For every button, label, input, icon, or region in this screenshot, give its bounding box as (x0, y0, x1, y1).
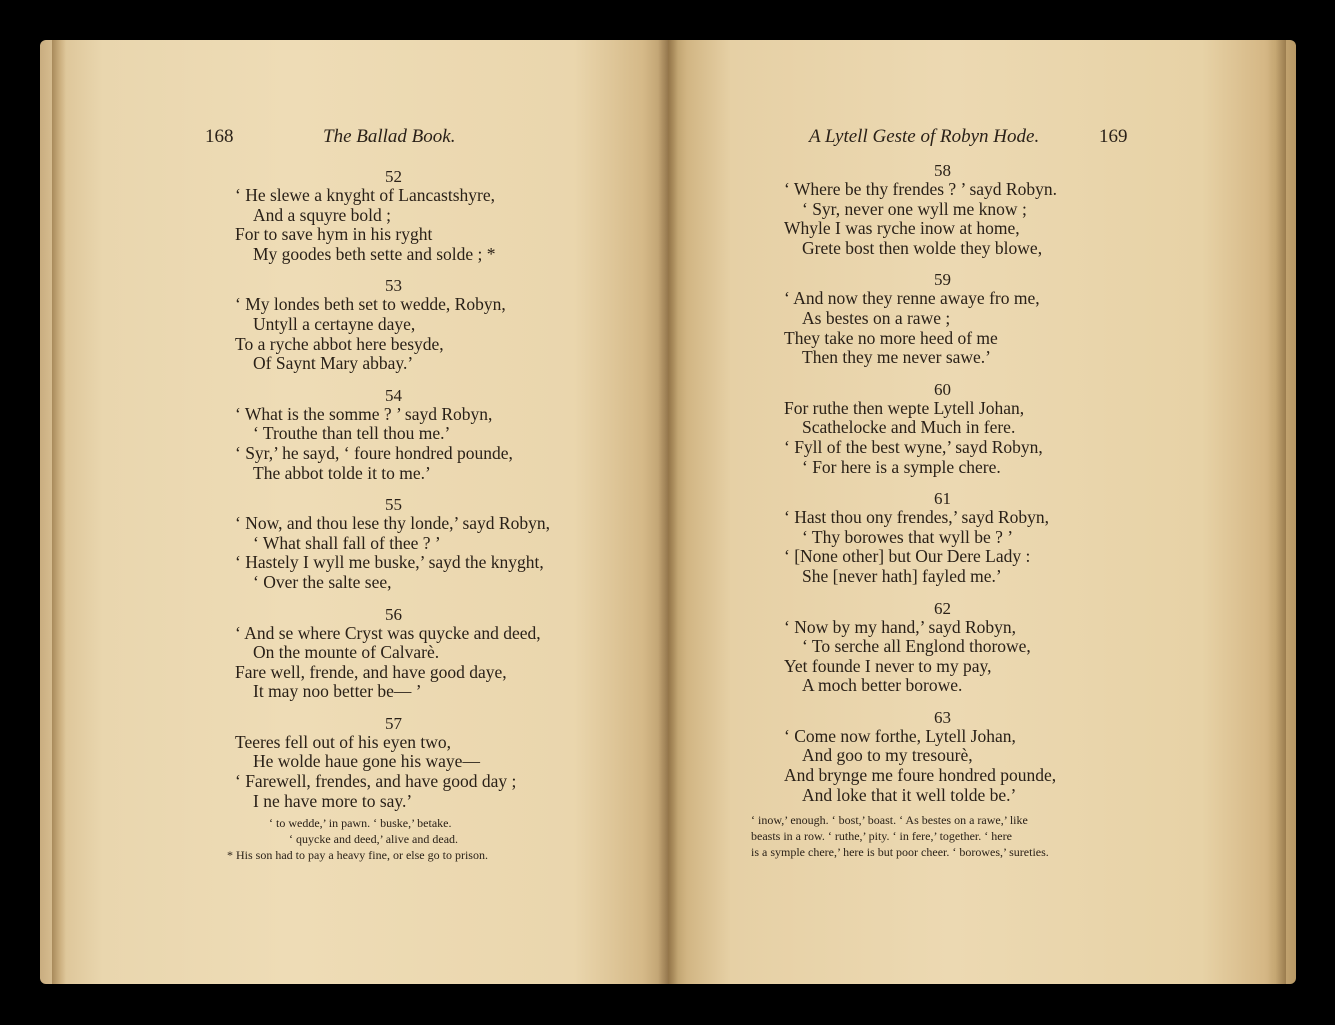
page-number: 168 (205, 126, 234, 147)
stanza (235, 386, 595, 483)
verse-line: For to save hym in his ryght (235, 224, 433, 245)
verse-line: Teeres fell out of his eyen two, (235, 731, 451, 752)
verse-line: ‘ Syr,’ he sayd, ‘ foure hondred pounde, (235, 442, 513, 463)
left-page (40, 40, 668, 984)
right-page (668, 40, 1296, 984)
verse-line: My goodes beth sette and solde ; * (253, 243, 496, 264)
verse-line: He wolde haue gone his waye— (253, 751, 480, 772)
book-gutter (658, 40, 678, 984)
verse-line: ‘ To serche all Englond thorowe, (802, 636, 1031, 657)
stanza-list (784, 161, 1114, 817)
verse-line: ‘ Syr, never one wyll me know ; (802, 198, 1027, 219)
stanza-number: 52 (385, 167, 402, 186)
verse-line: ‘ He slewe a knyght of Lancastshyre, (235, 185, 495, 205)
stanza-number: 58 (934, 161, 951, 180)
verse-line: ‘ Hastely I wyll me buske,’ sayd the knyght, (235, 552, 544, 573)
verse-line: For ruthe then wepte Lytell Johan, (784, 397, 1025, 418)
verse-line: Then they me never sawe.’ (802, 347, 992, 368)
verse-line: ‘ Trouthe than tell thou me.’ (253, 423, 451, 444)
footnote-line: * His son had to pay a heavy fine, or else go to prison. (227, 848, 488, 862)
stanza (235, 167, 595, 264)
open-book (40, 40, 1296, 984)
stanza-number: 62 (934, 598, 951, 618)
verse-line: ‘ My londes beth set to wedde, Robyn, (235, 294, 506, 315)
verse-line: The abbot tolde it to me.’ (253, 462, 431, 483)
stanza (235, 714, 595, 811)
stanza (235, 276, 595, 373)
verse-line: ‘ What is the somme ? ’ sayd Robyn, (235, 403, 493, 424)
stanza (235, 605, 595, 702)
footnotes (227, 815, 607, 863)
verse-line: ‘ For here is a symple chere. (802, 456, 1001, 477)
verse-line: And loke that it well tolde be.’ (802, 784, 1017, 805)
footnote-line: is a symple chere,’ here is but poor cheer. ‘ borowes,’ sureties. (751, 845, 1049, 859)
stanza-number: 53 (385, 276, 402, 296)
stanza (784, 489, 1114, 586)
verse-line: It may noo better be— ’ (253, 681, 422, 702)
verse-line: ‘ Fyll of the best wyne,’ sayd Robyn, (784, 436, 1043, 457)
stanza (784, 599, 1114, 696)
verse-line: ‘ Now, and thou lese thy londe,’ sayd Robyn, (235, 513, 550, 534)
verse-line: Yet founde I never to my pay, (784, 655, 992, 676)
verse-line: And a squyre bold ; (253, 204, 392, 225)
stanza-number: 56 (385, 604, 402, 624)
verse-line: ‘ [None other] but Our Dere Lady : (784, 546, 1031, 567)
verse-line: As bestes on a rawe ; (802, 307, 951, 328)
footnotes (751, 812, 1171, 860)
stanza (784, 161, 1114, 258)
verse-line: A moch better borowe. (802, 675, 963, 696)
stanza-list (235, 167, 595, 823)
verse-line: ‘ Over the salte see, (253, 571, 392, 592)
stanza-number: 54 (385, 385, 402, 405)
verse-line: Fare well, frende, and have good daye, (235, 661, 507, 682)
footnote-line: ‘ quycke and deed,’ alive and dead. (289, 832, 459, 846)
page-number: 169 (1099, 126, 1128, 147)
footnote-line: ‘ to wedde,’ in pawn. ‘ buske,’ betake. (269, 816, 452, 830)
verse-line: ‘ What shall fall of thee ? ’ (253, 532, 441, 553)
verse-line: They take no more heed of me (784, 327, 998, 348)
running-head: A Lytell Geste of Robyn Hode. (809, 126, 1040, 147)
verse-line: ‘ Now by my hand,’ sayd Robyn, (784, 616, 1017, 637)
verse-line: On the mounte of Calvarè. (253, 642, 440, 663)
verse-line: ‘ Hast thou ony frendes,’ sayd Robyn, (784, 507, 1050, 528)
verse-line: Scathelocke and Much in fere. (802, 417, 1016, 438)
verse-line: And goo to my tresourè, (802, 745, 973, 766)
verse-line: ‘ Thy borowes that wyll be ? ’ (802, 526, 1014, 547)
verse-line: To a ryche abbot here besyde, (235, 333, 444, 354)
stanza-number: 60 (934, 379, 951, 399)
stanza (784, 270, 1114, 367)
verse-line: ‘ And now they renne awaye fro me, (784, 288, 1040, 309)
stanza-number: 55 (385, 495, 402, 515)
verse-line: I ne have more to say.’ (253, 790, 413, 811)
stanza-number: 61 (934, 489, 951, 509)
page-edge (52, 40, 66, 984)
verse-line: ‘ Come now forthe, Lytell Johan, (784, 725, 1016, 746)
verse-line: Whyle I was ryche inow at home, (784, 218, 1020, 239)
running-head: The Ballad Book. (323, 126, 456, 147)
verse-line: ‘ Farewell, frendes, and have good day ; (235, 771, 517, 792)
stanza-number: 63 (934, 707, 951, 727)
stanza-number: 57 (385, 713, 402, 733)
page-edge (1268, 40, 1286, 984)
verse-line: Grete bost then wolde they blowe, (802, 237, 1043, 258)
stanza (235, 495, 595, 592)
stanza (784, 380, 1114, 477)
verse-line: ‘ And se where Cryst was quycke and deed, (235, 622, 541, 643)
verse-line: ‘ Where be thy frendes ? ’ sayd Robyn. (784, 179, 1057, 199)
stanza-number: 59 (934, 270, 951, 290)
verse-line: Of Saynt Mary abbay.’ (253, 353, 414, 374)
footnote-line: ‘ inow,’ enough. ‘ bost,’ boast. ‘ As bestes on a rawe,’ like (751, 813, 1028, 827)
stanza (784, 708, 1114, 805)
footnote-line: beasts in a row. ‘ ruthe,’ pity. ‘ in fere,’ together. ‘ here (751, 829, 1012, 843)
verse-line: She [never hath] fayled me.’ (802, 565, 1002, 586)
verse-line: Untyll a certayne daye, (253, 313, 416, 334)
verse-line: And brynge me foure hondred pounde, (784, 765, 1057, 786)
